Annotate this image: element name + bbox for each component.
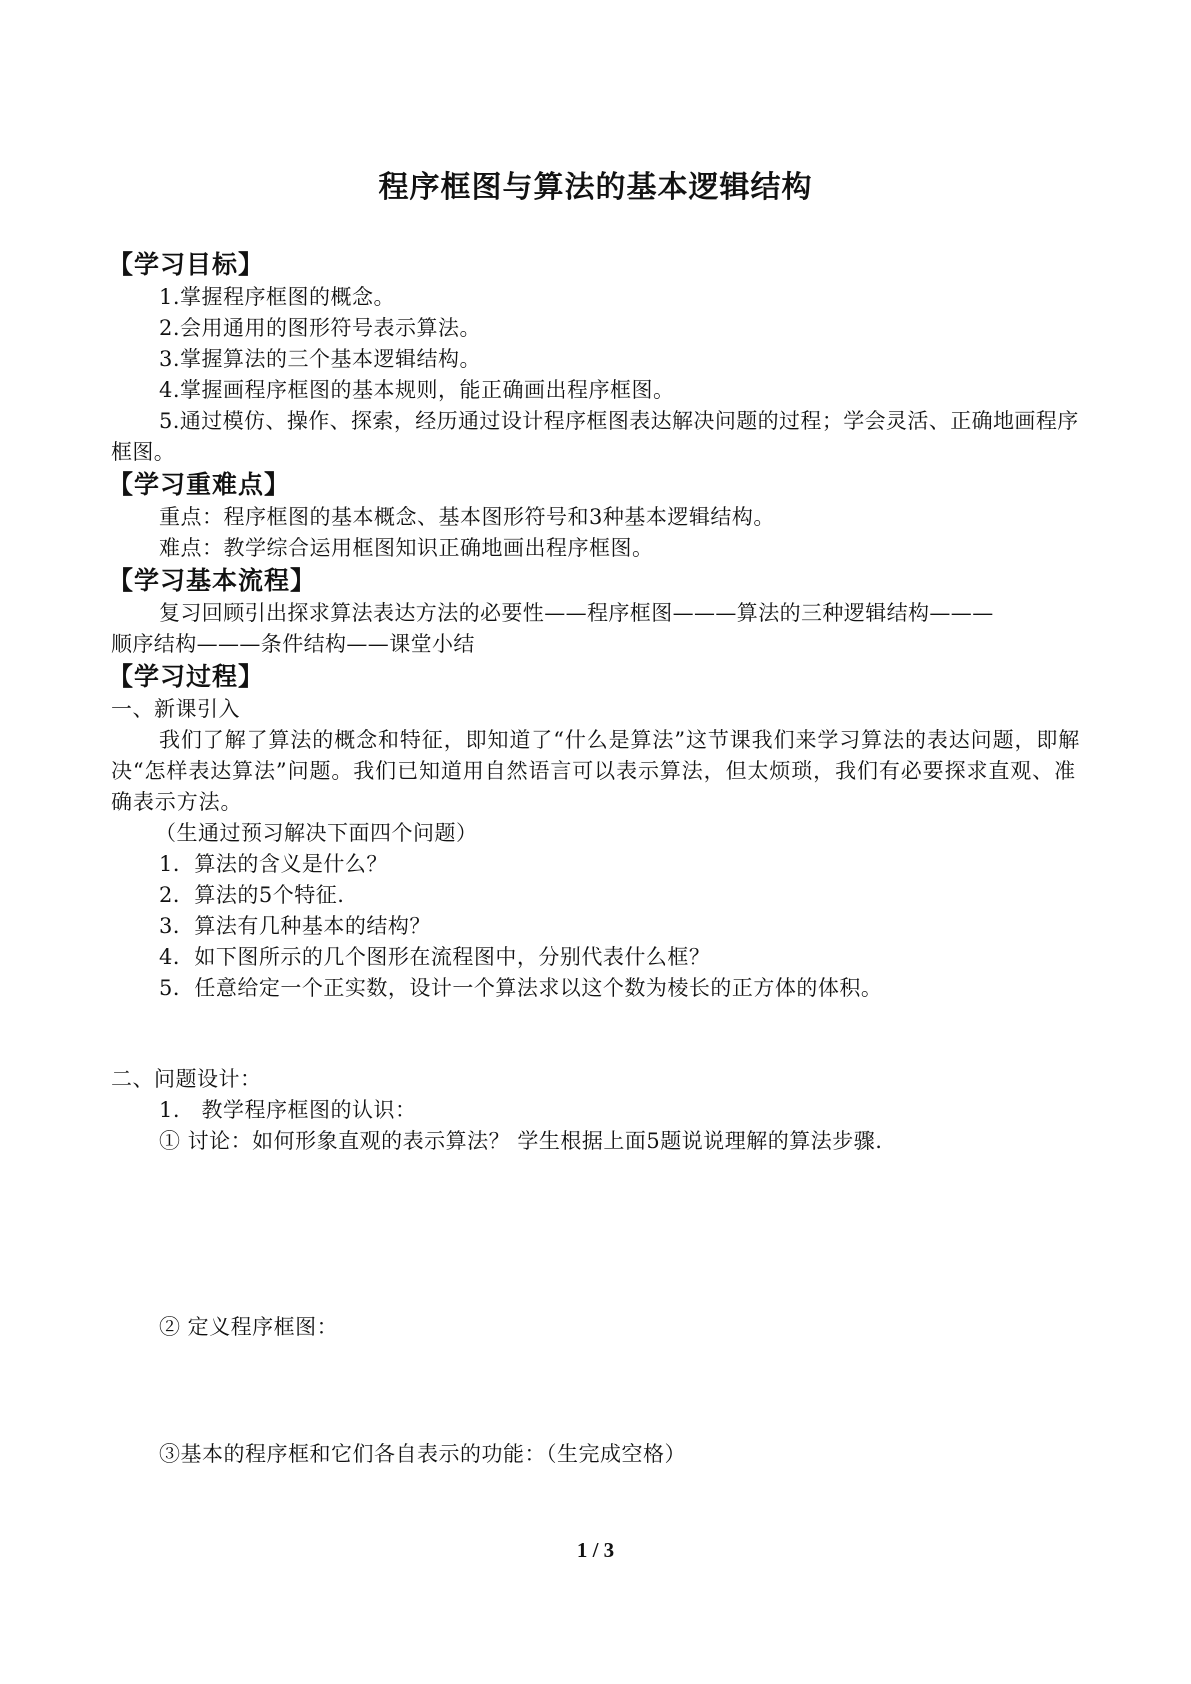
question-item: 3．算法有几种基本的结构？ xyxy=(159,914,431,938)
question-item: 2．算法的5个特征. xyxy=(159,883,345,907)
part2-step-functions: ③基本的程序框和它们各自表示的功能：（生完成空格） xyxy=(159,1442,686,1466)
blank-space xyxy=(111,1343,1091,1439)
objective-item: 1.掌握程序框图的概念。 xyxy=(159,285,396,309)
section-heading-process: 【学习过程】 xyxy=(108,662,265,691)
question-item: 1．算法的含义是什么？ xyxy=(159,852,388,876)
key-point-item: 重点：程序框图的基本概念、基本图形符号和3种基本逻辑结构。 xyxy=(159,505,775,529)
intro-paragraph: 我们了解了算法的概念和特征，即知道了“什么是算法”这节课我们来学习算法的表达问题，即解决“怎样表达算法”问题。我们已知道用自然语言可以表示算法，但太烦琐，我们有必要探求直观、准确表示方法。 xyxy=(111,728,1081,814)
blank-space xyxy=(111,1157,1091,1312)
intro-note: （生通过预习解决下面四个问题） xyxy=(155,821,478,845)
question-item: 5．任意给定一个正实数，设计一个算法求以这个数为棱长的正方体的体积。 xyxy=(159,976,883,1000)
section-heading-flow: 【学习基本流程】 xyxy=(108,566,317,595)
document-body xyxy=(108,248,1091,1470)
objective-item: 2.会用通用的图形符号表示算法。 xyxy=(159,316,482,340)
section-heading-objectives: 【学习目标】 xyxy=(108,250,265,279)
objective-item: 4.掌握画程序框图的基本规则，能正确画出程序框图。 xyxy=(159,378,675,402)
part2-label: 二、问题设计： xyxy=(111,1067,262,1091)
flow-text: 复习回顾引出探求算法表达方法的必要性——程序框图———算法的三种逻辑结构———顺序结构———条件结构——课堂小结 xyxy=(111,601,994,656)
part1-label: 一、新课引入 xyxy=(111,697,240,721)
part2-sub-heading: 1. 教学程序框图的认识： xyxy=(159,1098,417,1122)
page-number: 1 / 3 xyxy=(576,1538,615,1562)
objective-item: 3.掌握算法的三个基本逻辑结构。 xyxy=(159,347,482,371)
objective-item: 5.通过模仿、操作、探索，经历通过设计程序框图表达解决问题的过程；学会灵活、正确地画程序框图。 xyxy=(111,409,1079,464)
document-title: 程序框图与算法的基本逻辑结构 xyxy=(378,170,813,205)
blank-space xyxy=(111,1004,1091,1064)
key-point-item: 难点：教学综合运用框图知识正确地画出程序框图。 xyxy=(159,536,654,560)
part2-step-discussion: ① 讨论：如何形象直观的表示算法？ 学生根据上面5题说说理解的算法步骤. xyxy=(159,1129,883,1153)
section-heading-key-points: 【学习重难点】 xyxy=(108,470,291,499)
part2-step-definition: ② 定义程序框图： xyxy=(159,1315,339,1339)
question-item: 4．如下图所示的几个图形在流程图中，分别代表什么框？ xyxy=(159,945,711,969)
